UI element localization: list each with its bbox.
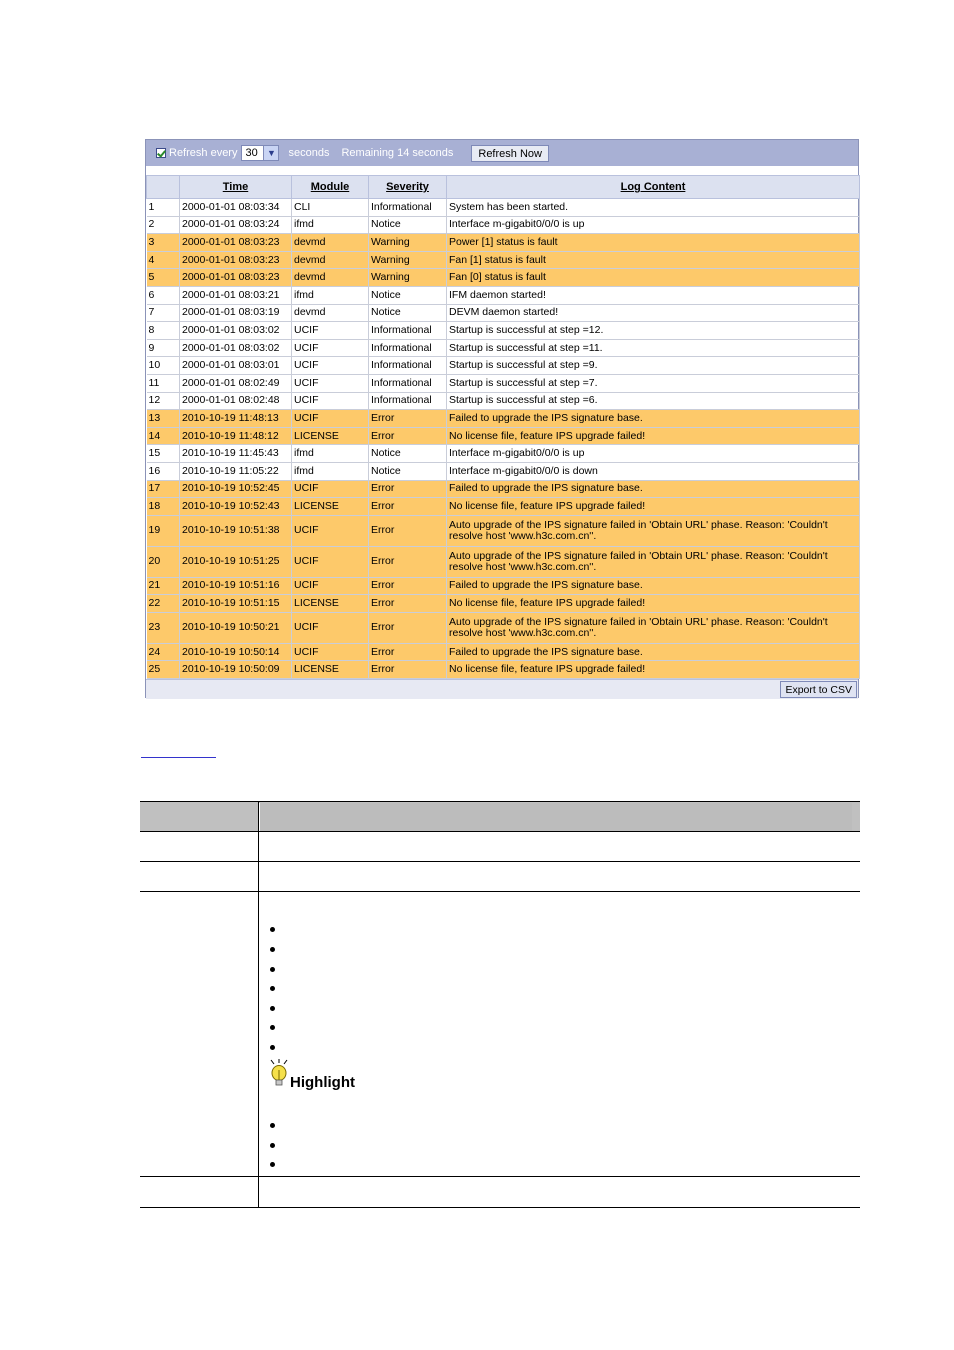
export-csv-button[interactable]: Export to CSV — [780, 681, 857, 698]
table-row — [147, 445, 860, 463]
row-number-cell: 2 — [147, 216, 180, 234]
table-row — [147, 462, 860, 480]
row-number-cell: 12 — [147, 392, 180, 410]
table-row — [147, 595, 860, 613]
module-cell: devmd — [292, 269, 369, 287]
table-row — [147, 199, 860, 217]
time-cell: 2010-10-19 11:48:13 — [180, 410, 292, 428]
time-cell: 2010-10-19 11:48:12 — [180, 427, 292, 445]
log-content-cell: Interface m-gigabit0/0/0 is up — [447, 445, 860, 463]
table-footer — [146, 679, 858, 699]
severity-cell: Notice — [369, 445, 447, 463]
log-content-cell: Power [1] status is fault — [447, 234, 860, 252]
row-number-cell: 11 — [147, 374, 180, 392]
time-cell: 2010-10-19 10:51:25 — [180, 546, 292, 577]
log-content-cell: Failed to upgrade the IPS signature base. — [447, 577, 860, 595]
description-table — [140, 801, 860, 1208]
row-divider — [140, 861, 860, 862]
time-cell: 2000-01-01 08:03:01 — [180, 357, 292, 375]
bullet — [270, 1045, 275, 1050]
log-table — [146, 175, 860, 679]
table-row — [147, 304, 860, 322]
time-cell: 2010-10-19 10:50:14 — [180, 643, 292, 661]
time-cell: 2010-10-19 10:51:38 — [180, 515, 292, 546]
log-content-cell: Interface m-gigabit0/0/0 is up — [447, 216, 860, 234]
time-cell: 2010-10-19 10:51:16 — [180, 577, 292, 595]
log-content-cell: Startup is successful at step =9. — [447, 357, 860, 375]
log-content-cell: No license file, feature IPS upgrade failed! — [447, 427, 860, 445]
log-content-cell: Failed to upgrade the IPS signature base. — [447, 410, 860, 428]
severity-cell: Warning — [369, 251, 447, 269]
severity-cell: Error — [369, 515, 447, 546]
module-cell: UCIF — [292, 357, 369, 375]
log-content-cell: No license file, feature IPS upgrade failed! — [447, 498, 860, 516]
table-row — [147, 410, 860, 428]
severity-cell: Informational — [369, 392, 447, 410]
time-cell: 2000-01-01 08:02:49 — [180, 374, 292, 392]
refresh-checkbox[interactable] — [156, 148, 166, 158]
module-cell: devmd — [292, 234, 369, 252]
table-row — [147, 286, 860, 304]
time-cell: 2000-01-01 08:03:02 — [180, 339, 292, 357]
log-content-cell: Failed to upgrade the IPS signature base. — [447, 643, 860, 661]
severity-cell: Warning — [369, 234, 447, 252]
row-number-cell: 19 — [147, 515, 180, 546]
row-number-cell: 18 — [147, 498, 180, 516]
time-cell: 2000-01-01 08:03:23 — [180, 234, 292, 252]
bullet — [270, 947, 275, 952]
refresh-toolbar — [146, 140, 858, 166]
table-row — [147, 392, 860, 410]
severity-cell: Notice — [369, 462, 447, 480]
time-cell: 2000-01-01 08:03:23 — [180, 269, 292, 287]
chevron-down-icon[interactable]: ▼ — [263, 146, 278, 160]
bullet — [270, 1006, 275, 1011]
log-content-cell: Auto upgrade of the IPS signature failed in 'Obtain URL' phase. Reason: 'Couldn't resolve host 'www.h3c.com.cn''. — [447, 515, 860, 546]
bullet — [270, 1162, 275, 1167]
module-cell: ifmd — [292, 462, 369, 480]
row-divider — [140, 891, 860, 892]
row-number-cell: 20 — [147, 546, 180, 577]
time-cell: 2010-10-19 10:50:21 — [180, 612, 292, 643]
table-row — [147, 269, 860, 287]
severity-cell: Error — [369, 480, 447, 498]
time-cell: 2010-10-19 11:45:43 — [180, 445, 292, 463]
row-number-cell: 6 — [147, 286, 180, 304]
severity-cell: Error — [369, 661, 447, 679]
seconds-label: seconds — [288, 147, 330, 159]
table-row — [147, 515, 860, 546]
bullet — [270, 967, 275, 972]
module-cell: LICENSE — [292, 498, 369, 516]
reference-link[interactable] — [141, 757, 216, 758]
time-cell: 2000-01-01 08:02:48 — [180, 392, 292, 410]
severity-cell: Error — [369, 546, 447, 577]
severity-cell: Error — [369, 410, 447, 428]
row-number-cell: 22 — [147, 595, 180, 613]
time-cell: 2000-01-01 08:03:24 — [180, 216, 292, 234]
severity-cell: Informational — [369, 339, 447, 357]
table-row — [147, 251, 860, 269]
severity-cell: Informational — [369, 357, 447, 375]
row-number-cell: 23 — [147, 612, 180, 643]
module-cell: LICENSE — [292, 595, 369, 613]
table-row — [147, 216, 860, 234]
row-number-cell: 24 — [147, 643, 180, 661]
interval-value: 30 — [245, 147, 258, 159]
refresh-label: Refresh every — [169, 147, 238, 159]
severity-cell: Notice — [369, 216, 447, 234]
time-cell: 2000-01-01 08:03:23 — [180, 251, 292, 269]
severity-cell: Informational — [369, 322, 447, 340]
severity-cell: Error — [369, 577, 447, 595]
severity-cell: Informational — [369, 374, 447, 392]
module-cell: LICENSE — [292, 661, 369, 679]
severity-cell: Error — [369, 498, 447, 516]
refresh-interval-select[interactable] — [241, 145, 279, 161]
log-content-cell: No license file, feature IPS upgrade failed! — [447, 661, 860, 679]
row-number-cell: 16 — [147, 462, 180, 480]
log-content-cell: Fan [1] status is fault — [447, 251, 860, 269]
log-content-cell: DEVM daemon started! — [447, 304, 860, 322]
time-cell: 2000-01-01 08:03:02 — [180, 322, 292, 340]
log-content-cell: Startup is successful at step =6. — [447, 392, 860, 410]
time-cell: 2000-01-01 08:03:34 — [180, 199, 292, 217]
refresh-now-button[interactable]: Refresh Now — [471, 145, 549, 162]
table-row — [147, 643, 860, 661]
log-content-cell: Auto upgrade of the IPS signature failed in 'Obtain URL' phase. Reason: 'Couldn't resolve host 'www.h3c.com.cn''. — [447, 612, 860, 643]
table-row — [147, 498, 860, 516]
syslog-panel — [145, 139, 859, 698]
severity-cell: Error — [369, 595, 447, 613]
table-row — [147, 339, 860, 357]
time-cell: 2010-10-19 10:51:15 — [180, 595, 292, 613]
table-row — [147, 577, 860, 595]
module-cell: devmd — [292, 304, 369, 322]
time-cell: 2000-01-01 08:03:19 — [180, 304, 292, 322]
log-content-cell: No license file, feature IPS upgrade failed! — [447, 595, 860, 613]
bullet — [270, 1143, 275, 1148]
highlight-label: Highlight — [290, 1074, 355, 1091]
log-content-cell: IFM daemon started! — [447, 286, 860, 304]
log-content-cell: System has been started. — [447, 199, 860, 217]
table-row — [147, 480, 860, 498]
log-content-cell: Auto upgrade of the IPS signature failed in 'Obtain URL' phase. Reason: 'Couldn't resolve host 'www.h3c.com.cn''. — [447, 546, 860, 577]
module-cell: UCIF — [292, 374, 369, 392]
module-cell: CLI — [292, 199, 369, 217]
severity-cell: Warning — [369, 269, 447, 287]
log-content-cell: Interface m-gigabit0/0/0 is down — [447, 462, 860, 480]
severity-cell: Error — [369, 427, 447, 445]
bullet — [270, 986, 275, 991]
time-cell: 2000-01-01 08:03:21 — [180, 286, 292, 304]
time-cell: 2010-10-19 10:52:45 — [180, 480, 292, 498]
table-row — [147, 357, 860, 375]
table-row — [147, 612, 860, 643]
row-number-cell: 5 — [147, 269, 180, 287]
row-number-cell: 4 — [147, 251, 180, 269]
table-row — [147, 234, 860, 252]
table-row — [147, 661, 860, 679]
table-row — [147, 546, 860, 577]
remaining-label: Remaining 14 seconds — [341, 147, 454, 159]
log-table-header — [147, 176, 860, 199]
table-row — [147, 374, 860, 392]
column-header-log-content[interactable]: Log Content — [447, 176, 860, 199]
table-row — [147, 427, 860, 445]
time-cell: 2010-10-19 10:50:09 — [180, 661, 292, 679]
row-number-cell: 7 — [147, 304, 180, 322]
log-content-cell: Startup is successful at step =12. — [447, 322, 860, 340]
module-cell: UCIF — [292, 322, 369, 340]
row-number-cell: 14 — [147, 427, 180, 445]
severity-cell: Error — [369, 643, 447, 661]
log-content-cell: Startup is successful at step =11. — [447, 339, 860, 357]
severity-cell: Notice — [369, 304, 447, 322]
column-header-module[interactable]: Module — [292, 176, 369, 199]
lightbulb-icon — [268, 1059, 290, 1089]
row-number-cell: 13 — [147, 410, 180, 428]
row-number-cell: 3 — [147, 234, 180, 252]
time-cell: 2010-10-19 11:05:22 — [180, 462, 292, 480]
bullet — [270, 1025, 275, 1030]
module-cell: ifmd — [292, 216, 369, 234]
row-divider — [140, 1207, 860, 1208]
row-number-cell: 25 — [147, 661, 180, 679]
module-cell: UCIF — [292, 392, 369, 410]
row-number-cell: 1 — [147, 199, 180, 217]
severity-cell: Error — [369, 612, 447, 643]
log-content-cell: Fan [0] status is fault — [447, 269, 860, 287]
module-cell: UCIF — [292, 515, 369, 546]
column-header-severity[interactable]: Severity — [369, 176, 447, 199]
time-cell: 2010-10-19 10:52:43 — [180, 498, 292, 516]
row-number-cell: 21 — [147, 577, 180, 595]
module-cell: ifmd — [292, 286, 369, 304]
row-number-cell: 15 — [147, 445, 180, 463]
bullet — [270, 1123, 275, 1128]
row-divider — [140, 831, 860, 832]
row-number-cell: 8 — [147, 322, 180, 340]
description-table-header — [140, 801, 860, 832]
module-cell: UCIF — [292, 546, 369, 577]
row-number-cell: 17 — [147, 480, 180, 498]
module-cell: ifmd — [292, 445, 369, 463]
table-row — [147, 322, 860, 340]
log-content-cell: Startup is successful at step =7. — [447, 374, 860, 392]
column-header-time[interactable]: Time — [180, 176, 292, 199]
log-content-cell: Failed to upgrade the IPS signature base. — [447, 480, 860, 498]
severity-cell: Informational — [369, 199, 447, 217]
module-cell: UCIF — [292, 643, 369, 661]
row-number-cell: 10 — [147, 357, 180, 375]
module-cell: UCIF — [292, 339, 369, 357]
severity-cell: Notice — [369, 286, 447, 304]
module-cell: devmd — [292, 251, 369, 269]
bullet — [270, 927, 275, 932]
module-cell: UCIF — [292, 577, 369, 595]
module-cell: UCIF — [292, 480, 369, 498]
module-cell: UCIF — [292, 612, 369, 643]
column-header-no — [147, 176, 180, 199]
row-divider — [140, 1176, 860, 1177]
module-cell: LICENSE — [292, 427, 369, 445]
module-cell: UCIF — [292, 410, 369, 428]
row-number-cell: 9 — [147, 339, 180, 357]
